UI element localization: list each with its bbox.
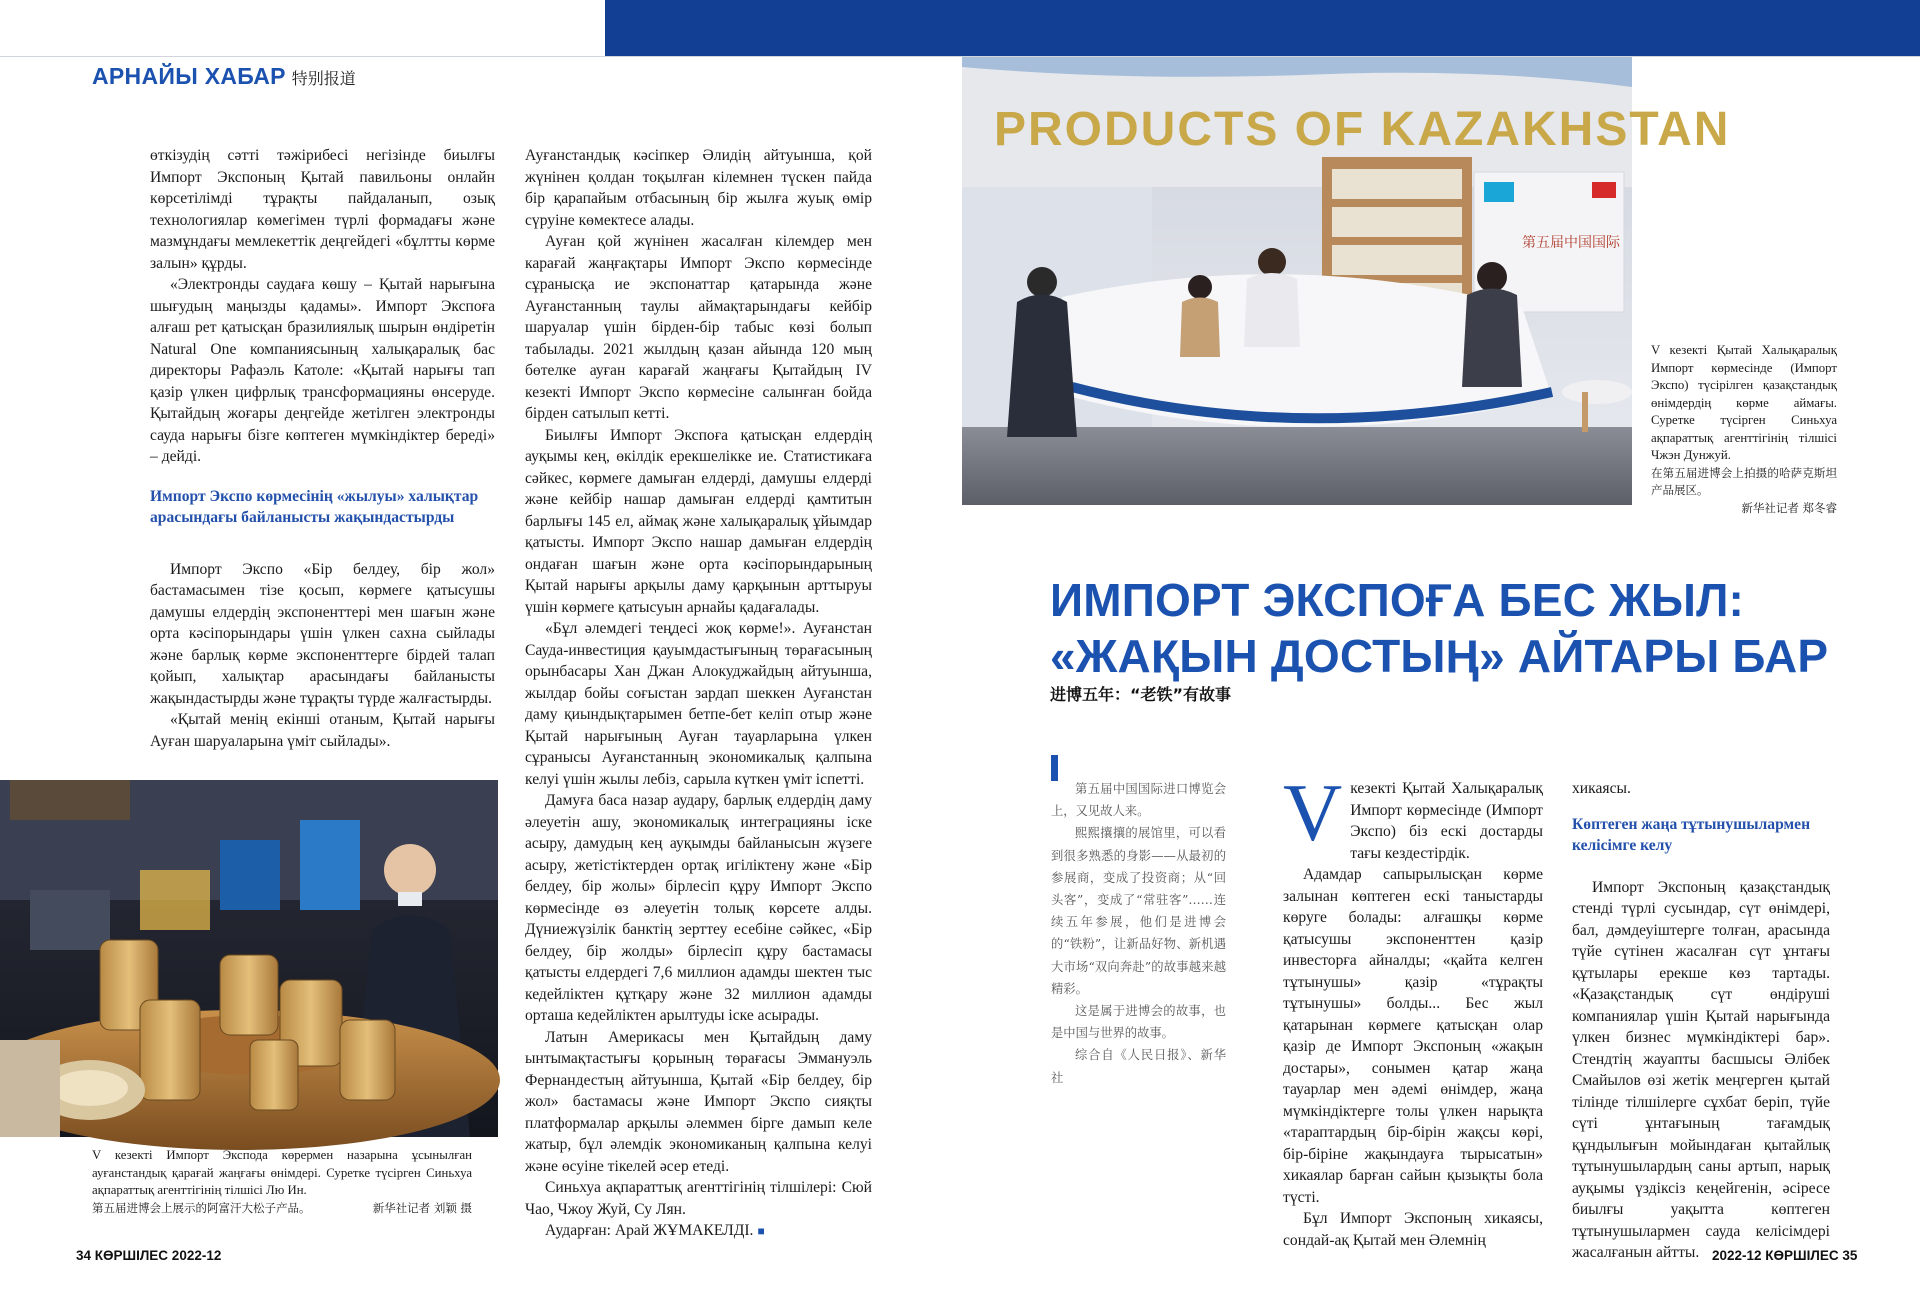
paragraph: «Электронды саудаға көшу – Қытай нарығына шығудың маңызды қадамы». Импорт Экспоға алғаш рет қатысқан бразилиялық шырын өндіретін Natural One компаниясының халықаралық бас директоры Рафаэль Католе: «Қытай нарығы тап қазір үлкен цифрлық трансформацияны өнсеруде. Қытайдың жоғары деңгейде жетілген электронды сауда нарығы бізге көптеген мүмкіндіктер береді» – дейді. [150,276,495,465]
subheading: Көптеген жаңа тұтынушылармен келісімге келу [1572,815,1811,854]
paragraph: Импорт Экспоның қазақстандық стенді түрлі сусындар, сүт өнімдері, бал, дәмдеуіштерге толған, арасында түйе сүтінен жасалған сүт ұнтағы құтылары ерекше көз тартады. «Қазақстандық сүт өндіруші компаниялар үшін Қытай нарығында үлкен бизнес мүмкіндіктері бар». Стендтің жауапты басшысы Әлібек Смайылов өзі жетік меңгерген қытай тілінде тілшілерге сұхбат беріп, түйе сүті ұнтағының тағамдық құндылығын мойындаған қытайлық тұтынушылардың саны артып, нарық ауқымы үздіксіз кеңейгенін, әсіресе биылғы уақытта көптеген тұтынушылармен сауда келісімдері жасалғанын айтты. [1572,878,1830,1261]
cn-summary-column [1051,778,1226,1089]
headline [1050,572,1880,684]
article-column-4 [1283,767,1543,1251]
translator-line: Аударған: Арай ЖҰМАКЕЛДІ. [545,1222,754,1239]
paragraph: Дамуға баса назар аудару, барлық елдердің даму әлеуетін ашу, экономикалық интеграцияны іске асыру, дамудың кең ауқымды байланысын жүзеге асыру, жетістіктерден ортақ игіліктену және «Бір белдеу, бір жолы» бірлесіп құру Импорт Экспо көрмесінде өз әлеуетін толық көрсете алды. Дүниежүзілік банктің зерттеу есебіне сәйкес, «Бір белдеу, бір жолды» бірлесіп құру бастамасы қатысты елдердегі 7,6 миллион адамды шектен тыс кедейліктен құтқару және 32 миллион адамды орташа кедейліктен арылтуды іске асырады. [525,792,872,1024]
header-rule [0,56,1920,57]
article-column-5 [1572,778,1830,1264]
article-column-1 [150,145,495,752]
photo-credit: 新华社记者 郑冬睿 [1741,500,1837,515]
caption-cn: 在第五届进博会上拍摄的哈萨克斯坦产品展区。 [1651,465,1837,497]
paragraph [525,1220,872,1243]
lead-text: кезекті Қытай Халықаралық Импорт көрмесінде (Импорт Экспо) біз ескі достарды тағы кездестірдік. [1350,780,1543,862]
caption-cn: 第五届进博会上展示的阿富汗大松子产品。 [92,1200,311,1215]
headline-line-1: ИМПОРТ ЭКСПОҒА БЕС ЖЫЛ: [1050,574,1745,626]
photo-kazakhstan-booth [962,57,1731,505]
section-title-kz: АРНАЙЫ ХАБАР [92,63,286,89]
paragraph: Ауған қой жүнінен жасалған кілемдер мен карағай жаңғақтары Импорт Экспо көрмесінде сұранысқа ие экспонаттар қатарында және Ауғанстанның таулы аймақтарындағы кейбір шаруалар үшін бірден-бір табыс көзі болып табылады. 2021 жылдың қазан айында 120 мың бөтелке ауған карағай жаңғағы Қытайдың IV кезекті Импорт Экспо көрмесіне салынған бойда бірден сатылып кетті. [525,233,872,422]
section-header [92,63,356,90]
page-folio-left: 34 КӨРШІЛЕС 2022-12 [76,1248,222,1263]
end-mark-icon: ■ [757,1224,765,1238]
photo-pine-nuts [0,780,498,1137]
drop-cap: V [1283,767,1343,858]
paragraph: Латын Америкасы мен Қытайдың даму ынтымақтастығы қорының төрағасы Эммануэль Фернандестың айтуынша, Қытай «Бір белдеу, бір жол» бастамасы және Импорт Экспо сияқты платформалар арқылы әлеммен бірге дамып келе жатыр, бұл әлемдік экономиканың қалпына келуі және өсуіне тікелей әсер етеді. [525,1028,872,1175]
paragraph: 熙熙攘攘的展馆里，可以看到很多熟悉的身影——从最初的参展商，变成了投资商；从“回头客”，变成了“常驻客”……连续五年参展，他们是进博会的“铁粉”，让新品好物、新机遇大市场“双向奔赴”的故事越来越精彩。 [1051,826,1226,996]
paragraph: Биылғы Импорт Экспоға қатысқан елдердің ауқымы кең, өкілдік ерекшелікке ие. Статистикаға сәйкес, көрмеге дамыған елдерді, дамушы елдерді және кейбір нашар дамыған елдерді қамтитын барлығы 145 ел, аймақ және халықаралық ұйымдар қатысты. Импорт Экспо нашар дамыған елдердің ондаған шағын және орта кәсіпорындарының Қытай нарығы арқылы даму қарқынын арттыруы үшін көрмеге қатысуын арнайы қадағалады. [525,426,872,616]
paragraph: өткізудің сәтті тәжірибесі негізінде биылғы Импорт Экспоның Қытай павильоны онлайн көрсетілімді тұрақты пайдаланып, озық технологиялар көмегімен түрлі формадағы және мазмұндағы мемлекеттік деңгейдегі «бұлтты көрме залын» құрды. [150,147,495,272]
headline-line-2: «ЖАҚЫН ДОСТЫҢ» АЙТАРЫ БАР [1050,630,1829,682]
photo-credit: 新华社记者 刘颖 摄 [372,1200,472,1215]
paragraph: Ауғанстандық кәсіпкер Әлидің айтуынша, қой жүнінен қолдан тоқылған кілемнен түскен пайда бір қарапайым отбасының бір жылға жуық өмір сүруіне көмектесе алады. [525,147,872,229]
article-column-2 [525,145,872,1243]
paragraph: Адамдар сапырылысқан көрме залынан көптеген ескі таныстарды көруге болады: алғашқы көрме қатысушы экспоненттен қазір инвесторға айналды; «қайта келген тұтынушы» қазір «тұрақты тұтынушы» болды... Бес жыл қатарынан көрмеге қатысқан олар қазір де Импорт Экспоның «жақын достары», сонымен қатар жаңа тауарлар мен әдемі өнімдер, жаңа мүмкіндіктерге толы үлкен нарықта «тараптардың бір-бірін жақсы көрі, бір-біріне жақындауға тырысатын» хикаялар барған сайын қызықты бола түсті. [1283,866,1543,1206]
caption-kz: V кезекті Импорт Экспода көрермен назарына ұсынылған ауғанстандық қарағай жаңғағы өнімдері. Суретке түсірген Синьхуа ақпараттық агенттігінің тілшісі Лю Ин. [92,1148,472,1197]
photo-caption-right [1651,342,1837,517]
booth-sign: PRODUCTS OF KAZAKHSTAN [994,103,1731,156]
section-title-cn: 特别报道 [291,69,356,88]
paragraph: «Бұл әлемдегі теңдесі жоқ көрме!». Ауғанстан Сауда-инвестиция қауымдастығының төрағасының орынбасары Хан Джан Алокуджайдың айтуынша, жылдар бойы соғыстан зардап шеккен Ауғанстан даму қиындықтарымен бетпе-бет келіп отыр және Қытай нарығының Ауған тауарларына үлкен сұранысы Ауғанстанның экономикалық қалпына келуі үшін жылы лебіз, сарыла күткен үміт іспетті. [525,620,872,788]
paragraph [1283,767,1543,864]
paragraph: Импорт Экспо «Бір белдеу, бір жол» бастамасымен тізе қосып, көрмеге қатысушы дамушы елдердің экспоненттері мен шағын және орта кәсіпорындары үшін үлкен сахна сыйлады және барлық көрме экспоненттерге бірдей талап қойып, халықтар арасындағы байланысты жақындастырды және тұрақты түрде жалғастырды. [150,560,495,707]
header-color-band [605,0,1920,56]
paragraph: 这是属于进博会的故事，也是中国与世界的故事。 [1051,1004,1226,1041]
svg-text:第五届中国国际: 第五届中国国际 [1522,235,1620,251]
paragraph: 第五届中国国际进口博览会上，又见故人来。 [1051,782,1226,819]
subheading: Импорт Экспо көрмесінің «жылуы» халықтар арасындағы байланысты жақындастырды [150,487,479,526]
page-folio-right: 2022-12 КӨРШІЛЕС 35 [1712,1248,1858,1263]
paragraph: хикаясы. [1572,780,1631,797]
paragraph: Бұл Импорт Экспоның хикаясы, сондай-ақ Қытай мен Әлемнің [1283,1210,1543,1249]
paragraph: Синьхуа ақпараттық агенттігінің тілшілері: Сюй Чао, Чжоу Жуй, Су Лян. [525,1179,872,1218]
paragraph: «Қытай менің екінші отаным, Қытай нарығы Ауған шаруаларына үміт сыйлады». [150,711,495,750]
photo-caption-left [92,1147,472,1217]
paragraph: 综合自《人民日报》、新华社 [1051,1048,1226,1085]
caption-kz: V кезекті Қытай Халықаралық Импорт көрмесінде (Импорт Экспо) түсірілген қазақстандық өнімдердің көрме аймағы. Суретке түсірген Синьхуа ақпараттық агенттігінің тілшісі Чжэн Дунжуй. [1651,343,1837,462]
subheadline: 进博五年：“老铁”有故事 [1050,685,1232,704]
